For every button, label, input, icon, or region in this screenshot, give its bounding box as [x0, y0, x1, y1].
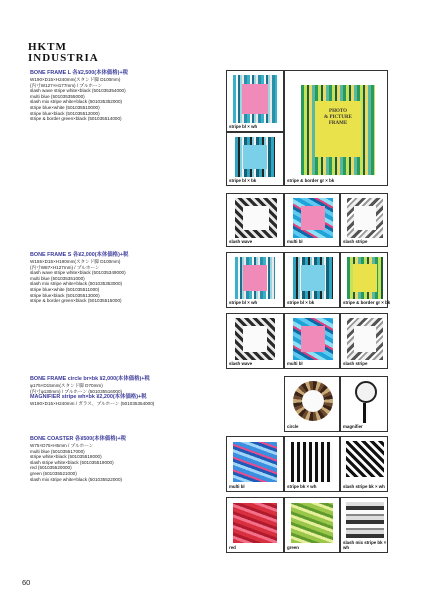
spec-line: stripe blue×black (501035513000) — [30, 292, 100, 298]
spec-line: W190×D15×H240mm(スタンド脚 D100mm) — [30, 77, 121, 82]
spec-line: W155×D15×H190mm(スタンド脚 D100mm) — [30, 259, 121, 264]
spec-line: multi blue (501035355000) — [30, 93, 85, 99]
spec-line: slash stripe white×black (501035519000) — [30, 459, 114, 465]
section-title: MAGNIFIER stripe wh×bk ¥2,200(本体価格)+税 — [30, 394, 147, 401]
product-label: stripe bl × wh — [229, 124, 258, 129]
coaster-image — [291, 503, 333, 543]
product-coaster-green — [284, 497, 340, 553]
brand-line1: HKTM — [28, 41, 67, 53]
product-label: stripe & border gr × bk — [287, 178, 335, 183]
spec-line: W190×D15×H240mm / ガラス、プルホーン (501035354000) — [30, 401, 155, 407]
product-label: stripe & border gr × bk — [343, 300, 391, 305]
magnifier-handle — [363, 403, 368, 423]
product-frame-l-stripe-bl-wh — [226, 70, 284, 132]
section-circle-magnifier — [30, 376, 154, 407]
product-frame-s-multi — [284, 313, 340, 369]
photo-text-line: PHOTO — [329, 109, 347, 114]
spec-line: stripe & border green×black (501035514000) — [30, 116, 122, 122]
spec-line: stripe white×black (501035518000) — [30, 454, 102, 460]
brand-logo — [28, 42, 99, 64]
magnifier-lens — [355, 381, 377, 403]
product-frame-s-slash — [340, 313, 388, 369]
spec-line: φ175×D15mm(スタンド脚 D70mm) — [30, 383, 103, 388]
spec-line: (内寸φ130mm) / プルホーン (501035516000) — [30, 388, 123, 394]
spec-line: multi blue (501035517000) — [30, 448, 85, 454]
page-number: 60 — [22, 578, 31, 587]
section-title: BONE FRAME S 各¥2,000(本体価格)+税 — [30, 252, 129, 258]
product-label: magnifier — [343, 424, 363, 429]
coaster-image — [346, 441, 384, 477]
coaster-image — [233, 442, 277, 482]
product-frame-l-slash — [340, 193, 388, 247]
product-label: slash stripe bk × wh — [343, 484, 385, 489]
product-coaster-red — [226, 497, 284, 553]
frame-inner — [354, 326, 376, 352]
brand-line2: INDUSTRIA — [28, 52, 99, 64]
spec-line: W75×D75×H5mm / プルホーン — [30, 443, 94, 448]
frame-inner — [242, 84, 268, 114]
spec-line: stripe & border green×black (501035515000) — [30, 298, 122, 304]
product-label: slash stripe — [343, 239, 368, 244]
circle-frame-inner — [302, 390, 324, 412]
frame-inner — [243, 326, 267, 352]
spec-line: (内寸W87×H127mm) / プルホーン — [30, 264, 100, 270]
spec-line: (内寸W127×H177mm) / プルホーン — [30, 82, 103, 88]
spec-line: slash mix stripe white×black (501035352000) — [30, 99, 123, 105]
product-frame-l-border — [284, 70, 388, 186]
spec-line: slash wave stripe white×black (501035354000) — [30, 88, 126, 94]
product-frame-s-wave — [226, 313, 284, 369]
product-coaster-multi — [226, 436, 284, 492]
section-title: BONE COASTER 各¥500(本体価格)+税 — [30, 436, 126, 442]
spec-line: slash wave stripe white×black (501035349000) — [30, 270, 126, 276]
spec-line: green (501035521000) — [30, 470, 77, 476]
product-frame-circle — [284, 376, 340, 432]
coaster-image — [346, 502, 384, 538]
section-coaster — [30, 436, 126, 482]
spec-line: slash mix stripe white×black (501035353000) — [30, 281, 123, 287]
product-frame-s-border — [340, 252, 391, 308]
spec-line: red (501035520000) — [30, 465, 72, 471]
frame-inner — [301, 206, 325, 230]
product-coaster-mix — [340, 497, 388, 553]
product-frame-l-multi — [284, 193, 340, 247]
frame-inner — [243, 206, 269, 230]
product-label: slash mix stripe bk × wh — [343, 540, 387, 550]
section-frame-s — [30, 252, 128, 304]
product-label: circle — [287, 424, 299, 429]
product-label: slash stripe — [343, 361, 368, 366]
product-label: red — [229, 545, 236, 550]
section-title: BONE FRAME L 各¥2,500(本体価格)+税 — [30, 70, 128, 76]
frame-inner — [354, 206, 376, 230]
product-coaster-stripe — [284, 436, 340, 492]
product-label: stripe bl × bk — [229, 178, 257, 183]
product-label: stripe bl × bk — [287, 300, 315, 305]
product-magnifier — [340, 376, 388, 432]
product-label: stripe bk × wh — [287, 484, 317, 489]
product-label: slash wave — [229, 239, 253, 244]
section-frame-l — [30, 70, 128, 122]
frame-inner — [243, 265, 267, 291]
photo-text-line: & PICTURE — [324, 115, 352, 120]
spec-line: slash mix stripe white×black (501035522000) — [30, 476, 123, 482]
product-label: slash wave — [229, 361, 253, 366]
frame-inner — [243, 145, 267, 169]
product-label: multi bl — [287, 239, 303, 244]
product-frame-l-stripe-bl-bk — [226, 132, 284, 186]
product-label: multi bl — [287, 361, 303, 366]
frame-inner — [353, 264, 377, 292]
section-title: BONE FRAME circle br×bk ¥2,000(本体価格)+税 — [30, 376, 150, 382]
spec-line: multi blue (501035351000) — [30, 275, 85, 281]
frame-inner — [301, 326, 325, 352]
product-label: multi bl — [229, 484, 245, 489]
coaster-image — [291, 442, 333, 482]
spec-line: stripe blue×white (501035511000) — [30, 286, 100, 292]
product-frame-s-stripe-bl-wh — [226, 252, 284, 308]
spec-line: stripe blue×white (501035510000) — [30, 104, 100, 110]
spec-line: stripe blue×black (501035512000) — [30, 110, 100, 116]
product-frame-l-wave — [226, 193, 284, 247]
product-frame-s-stripe-bl-bk — [284, 252, 340, 308]
photo-frame-text — [315, 109, 361, 127]
product-label: stripe bl × wh — [229, 300, 258, 305]
photo-text-line: FRAME — [328, 121, 348, 126]
coaster-image — [233, 503, 277, 543]
frame-inner — [301, 265, 325, 291]
product-label: green — [287, 545, 299, 550]
product-coaster-slash — [340, 436, 388, 492]
